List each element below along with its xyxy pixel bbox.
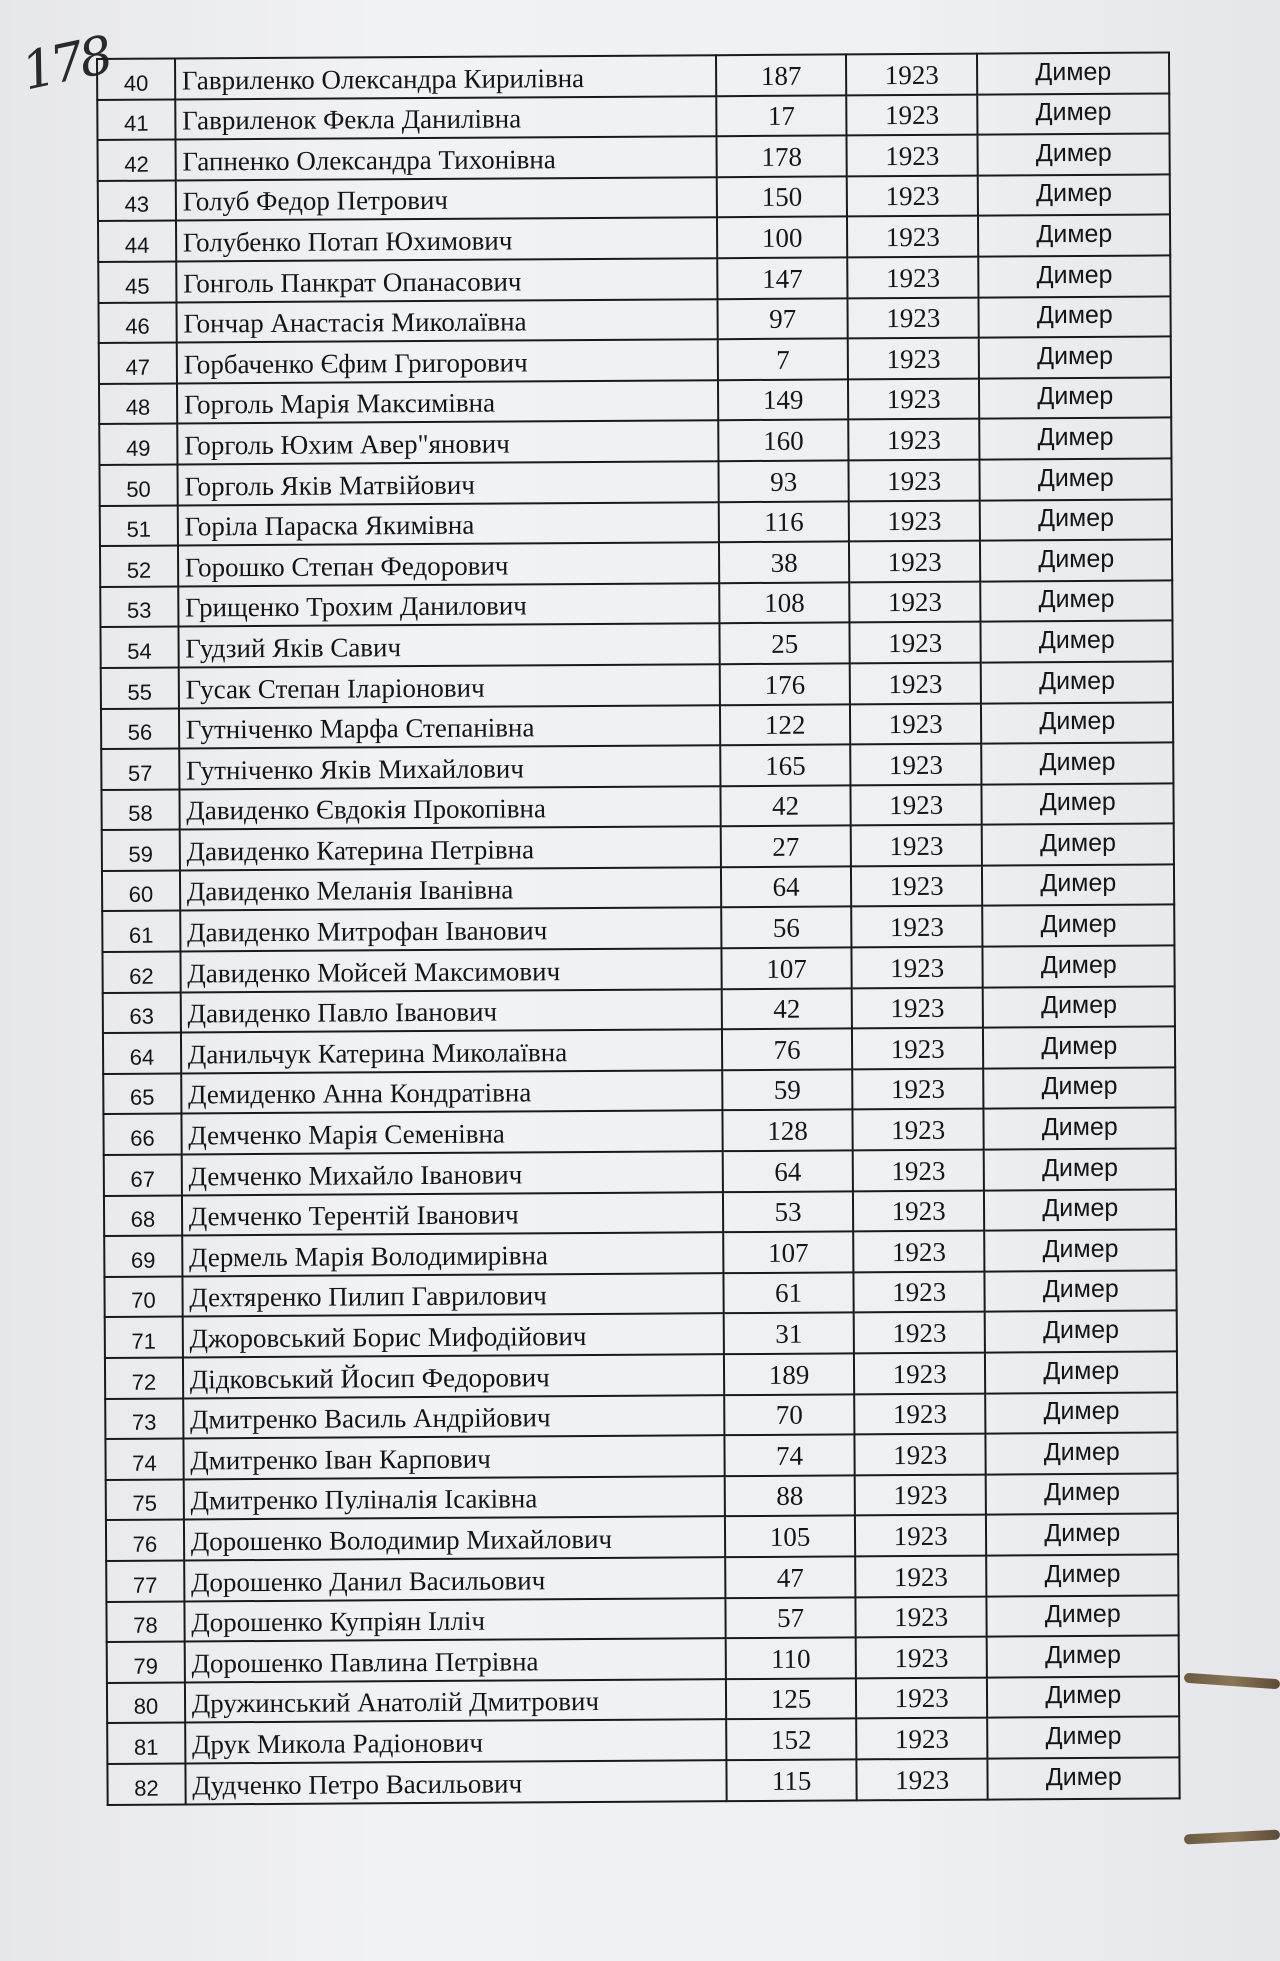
- register-table-body: [97, 52, 1180, 1804]
- record-number-cell: 97: [718, 298, 848, 339]
- person-name-cell: Гончар Анастасія Миколаївна: [176, 299, 718, 343]
- year-cell: 1923: [855, 1515, 987, 1556]
- record-number-cell: 165: [720, 745, 850, 786]
- record-number-cell: 100: [717, 217, 847, 258]
- person-name-cell: Горголь Юхим Авер"янович: [177, 421, 719, 465]
- place-cell: Димер: [986, 1514, 1178, 1556]
- table-row: [104, 1189, 1176, 1236]
- place-cell: Димер: [980, 499, 1172, 541]
- record-number-cell: 56: [721, 907, 851, 948]
- record-number-cell: 53: [723, 1191, 853, 1232]
- row-number-cell: 79: [107, 1642, 185, 1683]
- row-number-cell: 45: [98, 261, 176, 302]
- table-row: [105, 1433, 1177, 1480]
- row-number-cell: 53: [100, 586, 178, 627]
- year-cell: 1923: [850, 784, 982, 825]
- row-number-cell: 51: [100, 505, 178, 546]
- record-number-cell: 70: [724, 1394, 854, 1435]
- row-number-cell: 65: [103, 1073, 181, 1114]
- table-row: [107, 1636, 1179, 1683]
- record-number-cell: 64: [723, 1150, 853, 1191]
- row-number-cell: 59: [102, 830, 180, 871]
- record-number-cell: 178: [717, 136, 847, 177]
- table-row: [106, 1514, 1178, 1561]
- record-number-cell: 31: [724, 1313, 854, 1354]
- record-number-cell: 116: [719, 501, 849, 542]
- year-cell: 1923: [854, 1312, 986, 1353]
- year-cell: 1923: [856, 1718, 988, 1759]
- year-cell: 1923: [854, 1353, 986, 1394]
- row-number-cell: 56: [101, 708, 179, 749]
- record-number-cell: 108: [719, 582, 849, 623]
- record-number-cell: 107: [723, 1232, 853, 1273]
- row-number-cell: 49: [99, 424, 177, 465]
- record-number-cell: 42: [721, 785, 851, 826]
- person-name-cell: Давиденко Мойсей Максимович: [180, 948, 722, 992]
- record-number-cell: 57: [726, 1597, 856, 1638]
- table-row: [105, 1392, 1177, 1439]
- place-cell: Димер: [981, 661, 1173, 703]
- person-name-cell: Давиденко Євдокія Прокопівна: [179, 786, 721, 830]
- place-cell: Димер: [984, 1189, 1176, 1231]
- record-number-cell: 38: [719, 542, 849, 583]
- row-number-cell: 76: [106, 1520, 184, 1561]
- place-cell: Димер: [988, 1757, 1180, 1799]
- table-row: [106, 1595, 1178, 1642]
- person-name-cell: Дорошенко Володимир Михайлович: [184, 1517, 726, 1561]
- place-cell: Димер: [982, 864, 1174, 906]
- year-cell: 1923: [851, 906, 983, 947]
- record-number-cell: 147: [717, 257, 847, 298]
- place-cell: Димер: [983, 1027, 1175, 1069]
- place-cell: Димер: [983, 986, 1175, 1028]
- person-name-cell: Давиденко Катерина Петрівна: [179, 826, 721, 870]
- person-name-cell: Дмитренко Василь Андрійович: [183, 1395, 725, 1439]
- person-name-cell: Давиденко Павло Іванович: [180, 989, 722, 1033]
- place-cell: Димер: [979, 255, 1171, 297]
- person-name-cell: Горошко Степан Федорович: [178, 542, 720, 586]
- place-cell: Димер: [984, 1148, 1176, 1190]
- year-cell: 1923: [847, 175, 979, 216]
- person-name-cell: Демченко Марія Семенівна: [181, 1111, 723, 1155]
- year-cell: 1923: [849, 622, 981, 663]
- table-row: [103, 1108, 1175, 1155]
- place-cell: Димер: [987, 1554, 1179, 1596]
- record-number-cell: 17: [716, 95, 846, 136]
- table-row: [100, 499, 1172, 546]
- year-cell: 1923: [848, 378, 980, 419]
- place-cell: Димер: [978, 174, 1170, 216]
- person-name-cell: Демиденко Анна Кондратівна: [181, 1070, 723, 1114]
- place-cell: Димер: [977, 52, 1169, 94]
- person-name-cell: Демченко Михайло Іванович: [181, 1151, 723, 1195]
- table-row: [97, 93, 1169, 140]
- table-row: [101, 743, 1173, 790]
- person-name-cell: Дорошенко Купріян Ілліч: [184, 1598, 726, 1642]
- record-number-cell: 74: [725, 1435, 855, 1476]
- row-number-cell: 57: [101, 749, 179, 790]
- year-cell: 1923: [856, 1637, 988, 1678]
- person-name-cell: Дехтяренко Пилип Гаврилович: [182, 1273, 724, 1317]
- person-name-cell: Дорошенко Павлина Петрівна: [184, 1638, 726, 1682]
- person-name-cell: Голуб Федор Петрович: [176, 177, 718, 221]
- year-cell: 1923: [854, 1393, 986, 1434]
- place-cell: Димер: [981, 580, 1173, 622]
- binding-thread-icon: [1184, 1829, 1280, 1844]
- table-row: [102, 824, 1174, 871]
- table-row: [103, 1027, 1175, 1074]
- year-cell: 1923: [855, 1596, 987, 1637]
- row-number-cell: 44: [98, 221, 176, 262]
- person-name-cell: Горіла Параска Якимівна: [177, 502, 719, 546]
- person-name-cell: Дружинський Анатолій Дмитрович: [185, 1679, 727, 1723]
- place-cell: Димер: [980, 540, 1172, 582]
- person-name-cell: Гусак Степан Іларіонович: [178, 664, 720, 708]
- record-number-cell: 105: [725, 1516, 855, 1557]
- place-cell: Димер: [978, 93, 1170, 135]
- record-number-cell: 149: [718, 379, 848, 420]
- year-cell: 1923: [846, 54, 978, 95]
- table-row: [105, 1311, 1177, 1358]
- year-cell: 1923: [852, 1068, 984, 1109]
- place-cell: Димер: [982, 743, 1174, 785]
- record-number-cell: 160: [718, 420, 848, 461]
- person-name-cell: Грищенко Трохим Данилович: [178, 583, 720, 627]
- table-row: [98, 174, 1170, 221]
- row-number-cell: 69: [104, 1236, 182, 1277]
- year-cell: 1923: [849, 541, 981, 582]
- year-cell: 1923: [852, 1109, 984, 1150]
- year-cell: 1923: [855, 1556, 987, 1597]
- place-cell: Димер: [983, 905, 1175, 947]
- row-number-cell: 77: [106, 1560, 184, 1601]
- place-cell: Димер: [982, 824, 1174, 866]
- person-name-cell: Давиденко Митрофан Іванович: [180, 908, 722, 952]
- year-cell: 1923: [853, 1190, 985, 1231]
- place-cell: Димер: [986, 1473, 1178, 1515]
- year-cell: 1923: [848, 338, 980, 379]
- table-row: [103, 1067, 1175, 1114]
- row-number-cell: 46: [98, 302, 176, 343]
- row-number-cell: 82: [107, 1763, 185, 1804]
- record-number-cell: 47: [725, 1556, 855, 1597]
- person-name-cell: Горголь Яків Матвійович: [177, 461, 719, 505]
- row-number-cell: 63: [103, 992, 181, 1033]
- year-cell: 1923: [850, 663, 982, 704]
- record-number-cell: 61: [724, 1272, 854, 1313]
- table-row: [98, 255, 1170, 302]
- record-number-cell: 25: [720, 623, 850, 664]
- table-row: [104, 1270, 1176, 1317]
- place-cell: Димер: [984, 1067, 1176, 1109]
- row-number-cell: 42: [98, 140, 176, 181]
- year-cell: 1923: [849, 500, 981, 541]
- record-number-cell: 107: [722, 947, 852, 988]
- year-cell: 1923: [846, 135, 978, 176]
- person-name-cell: Гавриленко Олександра Кирилівна: [175, 55, 717, 99]
- table-row: [99, 377, 1171, 424]
- table-row: [97, 52, 1169, 99]
- table-row: [102, 905, 1174, 952]
- person-name-cell: Дермель Марія Володимирівна: [182, 1232, 724, 1276]
- year-cell: 1923: [853, 1271, 985, 1312]
- place-cell: Димер: [978, 215, 1170, 257]
- table-row: [100, 540, 1172, 587]
- handwritten-page-number: 178: [16, 25, 115, 103]
- year-cell: 1923: [853, 1231, 985, 1272]
- place-cell: Димер: [980, 458, 1172, 500]
- person-name-cell: Дмитренко Пуліналія Ісаківна: [183, 1476, 725, 1520]
- place-cell: Димер: [986, 1433, 1178, 1475]
- place-cell: Димер: [984, 1108, 1176, 1150]
- person-name-cell: Горбаченко Єфим Григорович: [177, 339, 719, 383]
- year-cell: 1923: [851, 947, 983, 988]
- row-number-cell: 75: [106, 1479, 184, 1520]
- person-name-cell: Дмитренко Іван Карпович: [183, 1435, 725, 1479]
- record-number-cell: 27: [721, 826, 851, 867]
- place-cell: Димер: [985, 1270, 1177, 1312]
- row-number-cell: 68: [104, 1195, 182, 1236]
- row-number-cell: 43: [98, 180, 176, 221]
- year-cell: 1923: [847, 297, 979, 338]
- person-name-cell: Гудзий Яків Савич: [178, 624, 720, 668]
- person-name-cell: Демченко Терентій Іванович: [182, 1192, 724, 1236]
- row-number-cell: 81: [107, 1723, 185, 1764]
- record-number-cell: 93: [719, 460, 849, 501]
- place-cell: Димер: [985, 1230, 1177, 1272]
- place-cell: Димер: [981, 702, 1173, 744]
- year-cell: 1923: [851, 865, 983, 906]
- person-name-cell: Данильчук Катерина Миколаївна: [181, 1029, 723, 1073]
- year-cell: 1923: [852, 987, 984, 1028]
- row-number-cell: 74: [105, 1439, 183, 1480]
- record-number-cell: 125: [726, 1678, 856, 1719]
- table-row: [98, 134, 1170, 181]
- year-cell: 1923: [847, 216, 979, 257]
- row-number-cell: 50: [99, 464, 177, 505]
- record-number-cell: 59: [722, 1069, 852, 1110]
- table-row: [106, 1554, 1178, 1601]
- row-number-cell: 71: [105, 1317, 183, 1358]
- year-cell: 1923: [848, 460, 980, 501]
- place-cell: Димер: [979, 337, 1171, 379]
- place-cell: Димер: [980, 418, 1172, 460]
- place-cell: Димер: [987, 1676, 1179, 1718]
- person-name-cell: Дорошенко Данил Васильович: [184, 1557, 726, 1601]
- row-number-cell: 78: [106, 1601, 184, 1642]
- register-table: [96, 51, 1181, 1805]
- row-number-cell: 70: [104, 1276, 182, 1317]
- record-number-cell: 150: [717, 176, 847, 217]
- table-row: [104, 1148, 1176, 1195]
- year-cell: 1923: [852, 1028, 984, 1069]
- table-row: [98, 215, 1170, 262]
- table-row: [101, 702, 1173, 749]
- row-number-cell: 64: [103, 1033, 181, 1074]
- table-row: [102, 864, 1174, 911]
- row-number-cell: 61: [102, 911, 180, 952]
- row-number-cell: 66: [103, 1114, 181, 1155]
- year-cell: 1923: [847, 257, 979, 298]
- table-row: [100, 621, 1172, 668]
- person-name-cell: Джоровський Борис Мифодійович: [182, 1314, 724, 1358]
- table-row: [106, 1473, 1178, 1520]
- person-name-cell: Дідковський Йосип Федорович: [183, 1354, 725, 1398]
- record-number-cell: 187: [716, 54, 846, 95]
- row-number-cell: 67: [104, 1155, 182, 1196]
- table-row: [104, 1230, 1176, 1277]
- record-number-cell: 42: [722, 988, 852, 1029]
- row-number-cell: 41: [97, 99, 175, 140]
- row-number-cell: 47: [99, 343, 177, 384]
- record-number-cell: 122: [720, 704, 850, 745]
- table-row: [101, 783, 1173, 830]
- table-row: [101, 661, 1173, 708]
- person-name-cell: Друк Микола Радіонович: [185, 1720, 727, 1764]
- row-number-cell: 52: [100, 546, 178, 587]
- table-row: [100, 580, 1172, 627]
- place-cell: Димер: [981, 621, 1173, 663]
- year-cell: 1923: [855, 1474, 987, 1515]
- place-cell: Димер: [982, 783, 1174, 825]
- row-number-cell: 72: [105, 1357, 183, 1398]
- year-cell: 1923: [849, 581, 981, 622]
- table-row: [107, 1757, 1179, 1804]
- person-name-cell: Гапненко Олександра Тихонівна: [175, 136, 717, 180]
- table-row: [99, 337, 1171, 384]
- person-name-cell: Гутніченко Яків Михайлович: [179, 745, 721, 789]
- record-number-cell: 76: [722, 1029, 852, 1070]
- record-number-cell: 176: [720, 663, 850, 704]
- person-name-cell: Горголь Марія Максимівна: [177, 380, 719, 424]
- place-cell: Димер: [983, 945, 1175, 987]
- row-number-cell: 80: [107, 1682, 185, 1723]
- year-cell: 1923: [848, 419, 980, 460]
- place-cell: Димер: [988, 1717, 1180, 1759]
- year-cell: 1923: [856, 1759, 988, 1800]
- place-cell: Димер: [987, 1595, 1179, 1637]
- place-cell: Димер: [986, 1392, 1178, 1434]
- place-cell: Димер: [979, 296, 1171, 338]
- record-number-cell: 110: [726, 1638, 856, 1679]
- place-cell: Димер: [978, 134, 1170, 176]
- person-name-cell: Гонголь Панкрат Опанасович: [176, 258, 718, 302]
- person-name-cell: Голубенко Потап Юхимович: [176, 218, 718, 262]
- row-number-cell: 62: [102, 952, 180, 993]
- table-row: [105, 1351, 1177, 1398]
- year-cell: 1923: [853, 1150, 985, 1191]
- row-number-cell: 55: [101, 667, 179, 708]
- place-cell: Димер: [985, 1351, 1177, 1393]
- table-row: [98, 296, 1170, 343]
- row-number-cell: 54: [100, 627, 178, 668]
- year-cell: 1923: [846, 94, 978, 135]
- binding-thread-icon: [1184, 1673, 1280, 1690]
- record-number-cell: 88: [725, 1475, 855, 1516]
- row-number-cell: 60: [102, 870, 180, 911]
- person-name-cell: Гавриленок Фекла Данилівна: [175, 96, 717, 140]
- record-number-cell: 128: [723, 1110, 853, 1151]
- record-number-cell: 152: [726, 1719, 856, 1760]
- place-cell: Димер: [979, 377, 1171, 419]
- year-cell: 1923: [850, 744, 982, 785]
- table-row: [99, 458, 1171, 505]
- place-cell: Димер: [985, 1311, 1177, 1353]
- table-row: [107, 1717, 1179, 1764]
- person-name-cell: Давиденко Меланія Іванівна: [180, 867, 722, 911]
- table-row: [99, 418, 1171, 465]
- year-cell: 1923: [851, 825, 983, 866]
- row-number-cell: 58: [101, 789, 179, 830]
- row-number-cell: 48: [99, 383, 177, 424]
- record-number-cell: 64: [721, 866, 851, 907]
- person-name-cell: Дудченко Петро Васильович: [185, 1760, 727, 1804]
- place-cell: Димер: [987, 1636, 1179, 1678]
- record-number-cell: 189: [724, 1353, 854, 1394]
- record-number-cell: 7: [718, 339, 848, 380]
- table-row: [102, 945, 1174, 992]
- year-cell: 1923: [854, 1434, 986, 1475]
- year-cell: 1923: [850, 703, 982, 744]
- row-number-cell: 40: [97, 59, 175, 100]
- row-number-cell: 73: [105, 1398, 183, 1439]
- year-cell: 1923: [856, 1677, 988, 1718]
- record-number-cell: 115: [727, 1759, 857, 1800]
- table-row: [103, 986, 1175, 1033]
- table-row: [107, 1676, 1179, 1723]
- person-name-cell: Гутніченко Марфа Степанівна: [179, 705, 721, 749]
